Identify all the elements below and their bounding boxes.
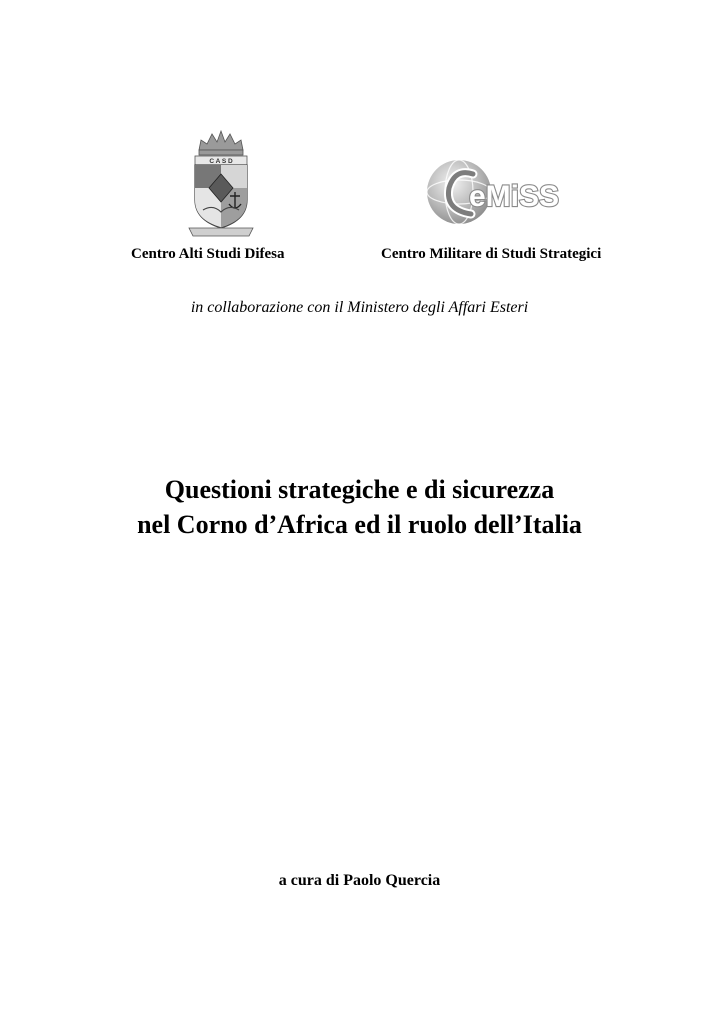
document-title [0, 472, 719, 542]
org-label-cemiss: Centro Militare di Studi Strategici [381, 246, 602, 262]
editor-credit: a cura di Paolo Quercia [278, 872, 441, 889]
title-line-1: Questioni strategiche e di sicurezza [164, 475, 555, 504]
collaboration-note: in collaborazione con il Ministero degli Affari Esteri [190, 299, 529, 316]
casd-logo-text: C A S D [209, 158, 233, 165]
org-label-casd: Centro Alti Studi Difesa [131, 246, 285, 262]
title-line-2: nel Corno d’Africa ed il ruolo dell’Italia [137, 510, 582, 539]
cemiss-logo-icon [425, 158, 585, 226]
casd-coat-of-arms-icon [185, 128, 257, 238]
cemiss-logo-text: eMiSS [469, 180, 560, 213]
